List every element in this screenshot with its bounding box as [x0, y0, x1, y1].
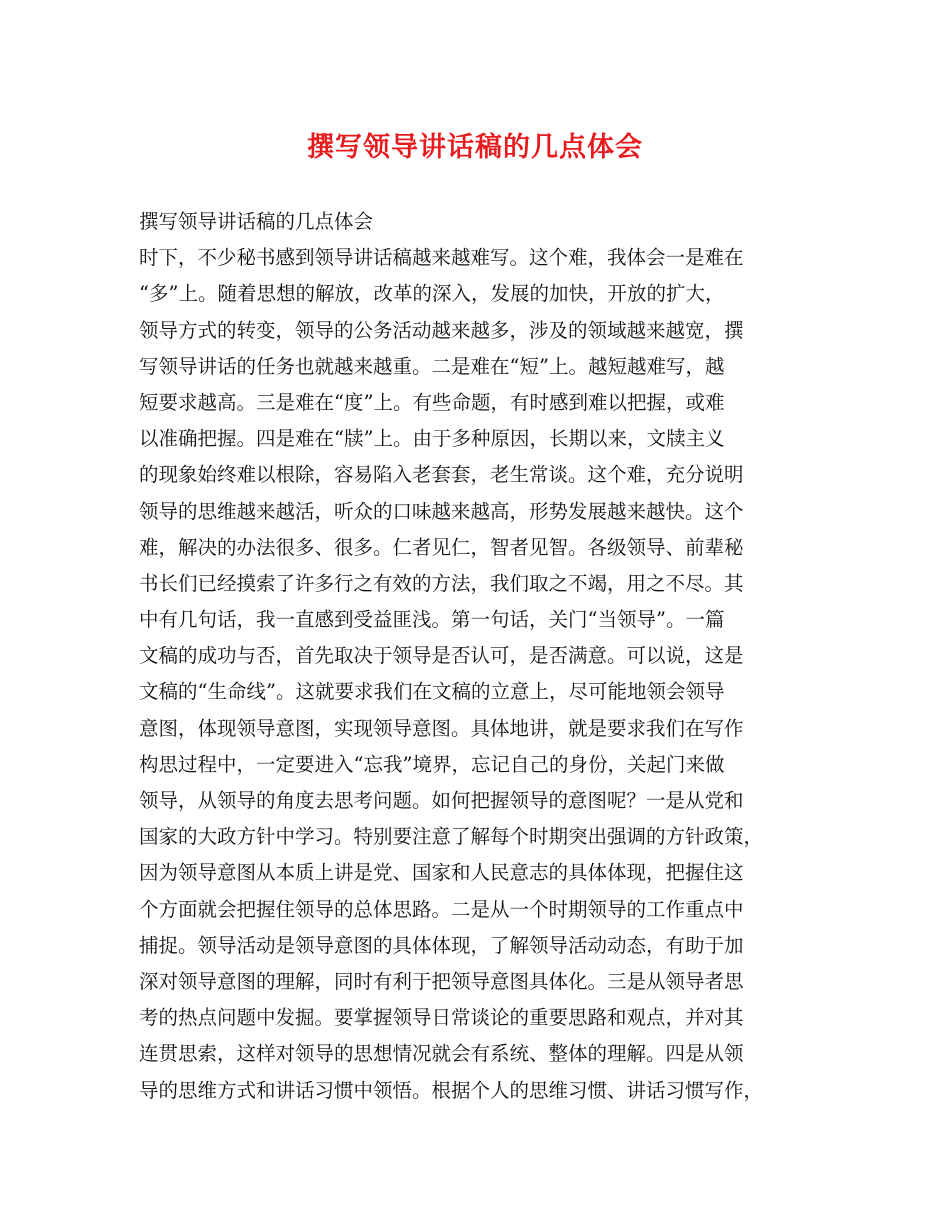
text-line: 深对领导意图的理解，同时有利于把领导意图具体化。三是从领导者思: [139, 969, 744, 993]
text-line: 短要求越高。三是难在“度”上。有些命题，有时感到难以把握，或难: [139, 390, 725, 414]
text-line: 连贯思索，这样对领导的思想情况就会有系统、整体的理解。四是从领: [139, 1042, 744, 1066]
text-line: 难，解决的办法很多、很多。仁者见仁，智者见智。各级领导、前辈秘: [139, 535, 744, 559]
text-line: 文稿的成功与否，首先取决于领导是否认可，是否满意。可以说，这是: [139, 644, 744, 668]
text-line: 国家的大政方针中学习。特别要注意了解每个时期突出强调的方针政策，: [139, 825, 764, 849]
text-line: 考的热点问题中发掘。要掌握领导日常谈论的重要思路和观点，并对其: [139, 1006, 744, 1030]
text-line: 文稿的“生命线”。这就要求我们在文稿的立意上，尽可能地领会领导: [139, 680, 725, 704]
text-line: 撰写领导讲话稿的几点体会: [139, 210, 374, 233]
text-line: 时下，不少秘书感到领导讲话稿越来越难写。这个难，我体会一是难在: [139, 246, 744, 270]
text-line: 中有几句话，我一直感到受益匪浅。第一句话，关门“当领导”。一篇: [139, 608, 725, 632]
text-line: 的现象始终难以根除，容易陷入老套套，老生常谈。这个难，充分说明: [139, 463, 744, 487]
text-line: 构思过程中，一定要进入“忘我”境界，忘记自己的身份，关起门来做: [139, 752, 725, 776]
text-line: 写领导讲话的任务也就越来越重。二是难在“短”上。越短越难写，越: [139, 354, 725, 378]
document-body: [139, 204, 819, 1109]
text-line: 书长们已经摸索了许多行之有效的方法，我们取之不竭，用之不尽。其: [139, 571, 744, 595]
text-line: 个方面就会把握住领导的总体思路。二是从一个时期领导的工作重点中: [139, 897, 744, 921]
text-line: 意图，体现领导意图，实现领导意图。具体地讲，就是要求我们在写作: [139, 716, 744, 740]
document-title: 撰写领导讲话稿的几点体会: [307, 132, 643, 163]
text-line: 捕捉。领导活动是领导意图的具体体现，了解领导活动动态，有助于加: [139, 933, 744, 957]
text-line: “多”上。随着思想的解放，改革的深入，发展的加快，开放的扩大，: [139, 282, 725, 306]
text-line: 以准确把握。四是难在“牍”上。由于多种原因，长期以来，文牍主义: [139, 427, 725, 451]
text-line: 因为领导意图从本质上讲是党、国家和人民意志的具体体现，把握住这: [139, 861, 744, 885]
text-line: 导的思维方式和讲话习惯中领悟。根据个人的思维习惯、讲话习惯写作，: [139, 1078, 764, 1102]
text-line: 领导方式的转变，领导的公务活动越来越多，涉及的领域越来越宽，撰: [139, 318, 744, 342]
text-line: 领导的思维越来越活，听众的口味越来越高，形势发展越来越快。这个: [139, 499, 744, 523]
text-line: 领导，从领导的角度去思考问题。如何把握领导的意图呢？一是从党和: [139, 789, 744, 812]
